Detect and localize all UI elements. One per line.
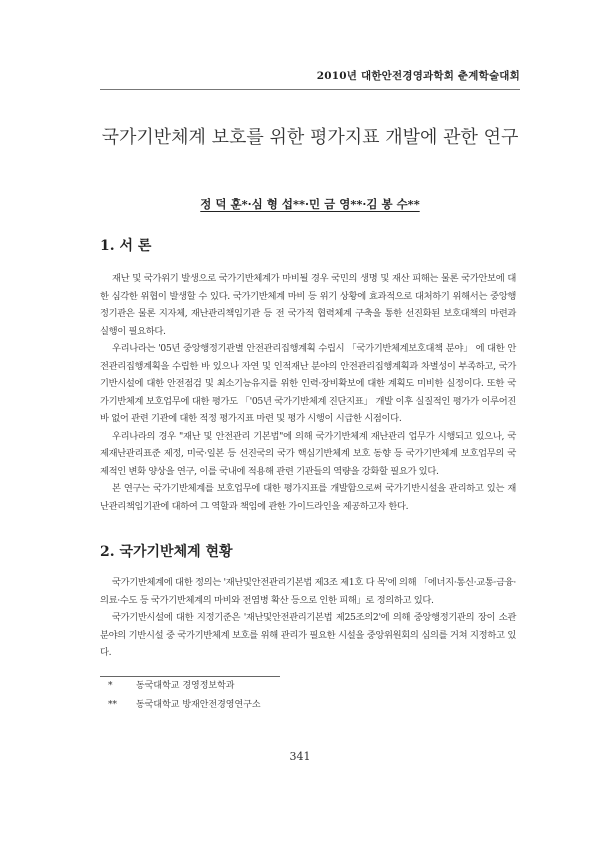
paragraph: 우리나라의 경우 "재난 및 안전관리 기본법"에 의해 국가기반체계 재난관리 업무가 시행되고 있으나, 국제재난관리표준 제정, 미국·일본 등 선진국의 국가 핵심기반체계 보호 동향 등 국가기반체계 보호업무의 국제적인 변화 양상을 연구, 이를 국내에 적용해 관련 기관들의 역량을 강화할 필요가 있다. [100, 430, 516, 477]
page-number: 341 [289, 750, 311, 763]
footnote-text: 동국대학교 경영정보학과 [136, 681, 235, 691]
footnote-text: 동국대학교 방재안전경영연구소 [136, 700, 261, 710]
paragraph: 재난 및 국가위기 발생으로 국가기반체계가 마비될 경우 국민의 생명 및 재산 피해는 물론 국가안보에 대한 심각한 위협이 발생할 수 있다. 국가기반체계 마비 등 위기 상황에 효과적으로 대처하기 위해서는 중앙행정기관은 물론 지자체, 재난관리책임기관 등 전 국가적 협력체계 구축을 통한 선진화된 보호대책의 마련과 실행이 필요하다. [100, 273, 516, 337]
footnote-mark: * [108, 681, 113, 691]
section-body-introduction [100, 270, 516, 515]
paper-title: 국가기반체계 보호를 위한 평가지표 개발에 관한 연구 [101, 127, 519, 148]
author-line: 정 덕 훈*·심 형 섭**·민 금 영**·김 봉 수** [200, 197, 420, 211]
section-heading-status: 2. 국가기반체계 현황 [100, 544, 233, 560]
footnote-item [108, 677, 261, 696]
footnotes [108, 677, 261, 715]
paragraph: 국가기반시설에 대한 지정기준은 '재난및안전관리기본법 제25조의2'에 의해 중앙행정기관의 장이 소관 분야의 기반시설 중 국가기반체계 보호를 위해 관리가 필요한 시설을 중앙위원회의 심의를 거쳐 지정하고 있다. [100, 612, 516, 658]
running-header: 2010년 대한안전경영과학회 춘계학술대회 [100, 68, 520, 90]
paragraph: 본 연구는 국가기반체계를 보호업무에 대한 평가지표를 개발함으로써 국가기반시설을 관리하고 있는 재난관리책임기관에 대하여 그 역할과 책임에 관한 가이드라인을 제공하고자 한다. [100, 483, 516, 512]
section-body-status [100, 574, 516, 662]
paragraph: 우리나라는 '05년 중앙행정기관별 안전관리집행계획 수립시 「국가기반체계보호대책 분야」 에 대한 안전관리집행계획을 수립한 바 있으나 자연 및 인적재난 분야의 안전관리집행계획과 차별성이 부족하고, 국가기반시설에 대한 안전점검 및 최소기능유지를 위한 인력·장비확보에 대한 계획도 미비한 실정이다. 또한 국가기반체계 보호업무에 대한 평가도 「'05년 국가기반체계 진단지표」 개발 이후 실질적인 평가가 이루어진 바 없어 관련 기관에 대한 적정 평가지표 마련 및 평가 시행이 시급한 시점이다. [100, 343, 516, 424]
paragraph: 국가기반체계에 대한 정의는 '재난및안전관리기본법 제3조 제1호 다 목'에 의해 「에너지·통신·교통·금융·의료·수도 등 국가기반체계의 마비와 전염병 확산 등으로 인한 피해」로 정의하고 있다. [100, 577, 516, 606]
section-heading-introduction: 1. 서 론 [100, 238, 152, 254]
footnote-mark: ** [108, 700, 117, 710]
footnote-item [108, 696, 261, 715]
